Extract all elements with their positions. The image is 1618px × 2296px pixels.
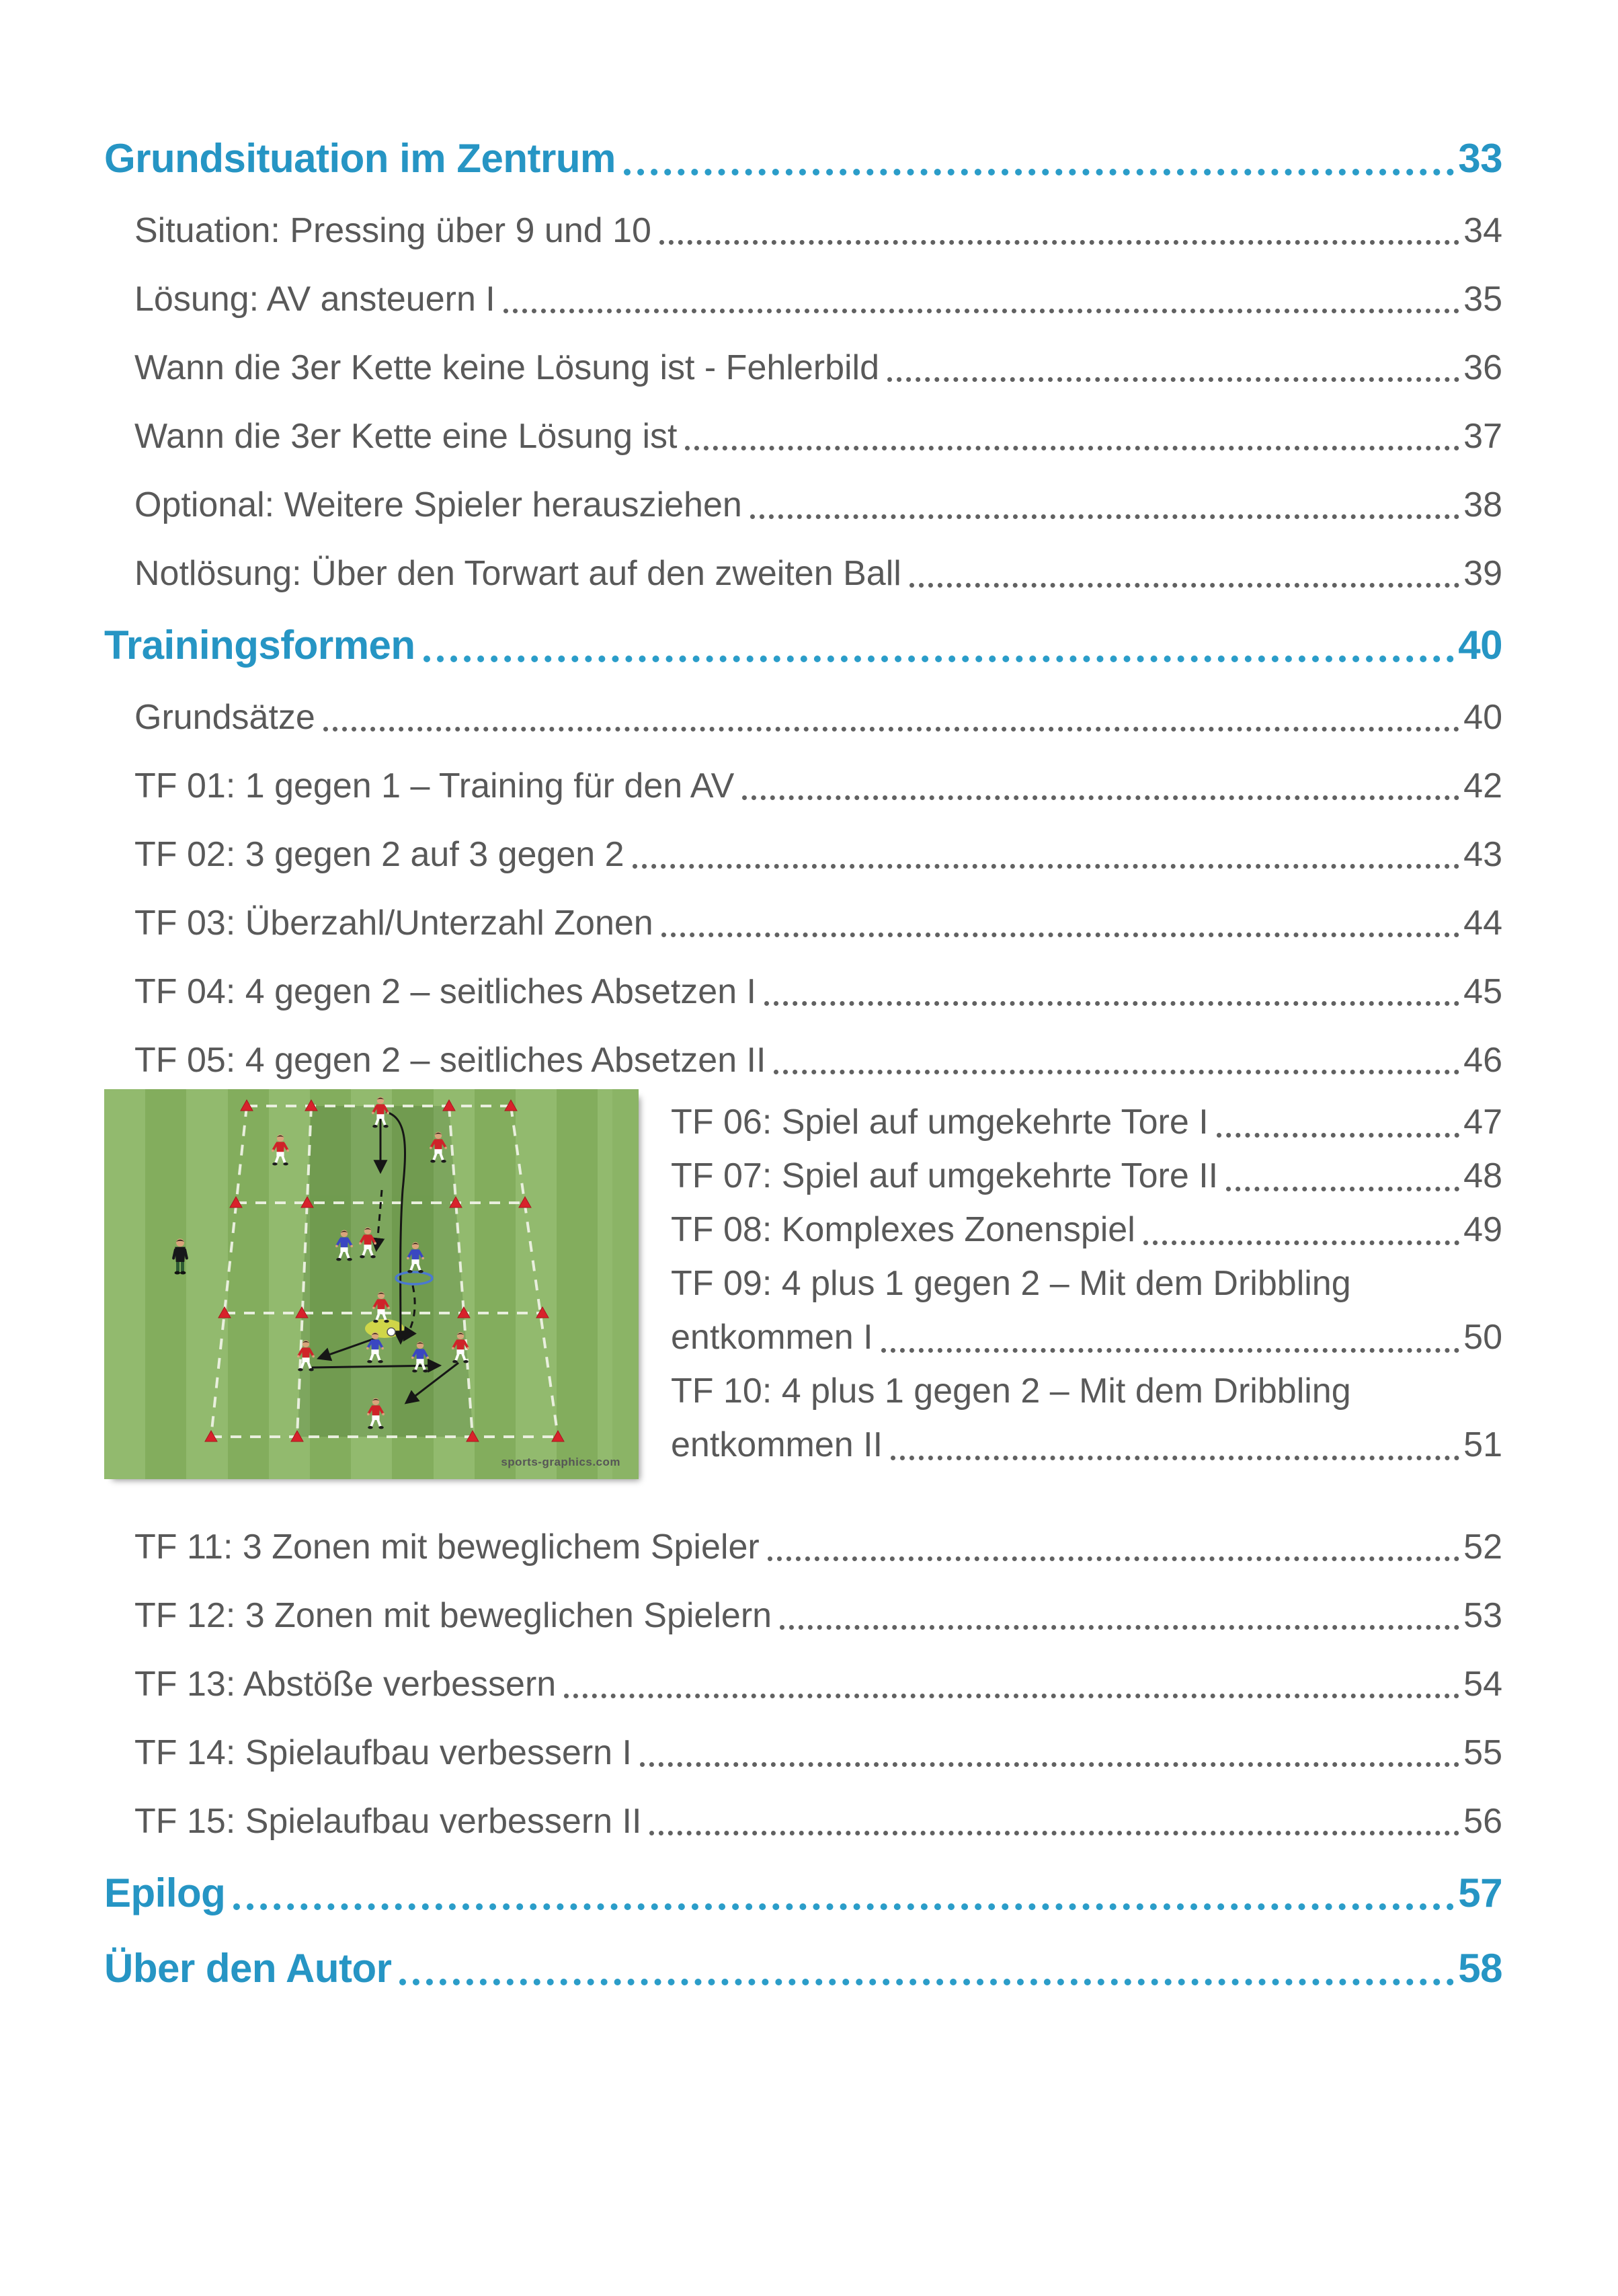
toc-entry[interactable] [134, 1595, 1502, 1636]
toc-heading-page: 40 [1458, 623, 1502, 668]
dot-leader [887, 377, 1459, 382]
toc-entry-page: 53 [1463, 1596, 1502, 1635]
toc-entry-page: 55 [1463, 1733, 1502, 1772]
dot-leader [909, 583, 1459, 588]
toc-entry[interactable] [134, 1800, 1502, 1842]
toc-entry[interactable] [134, 697, 1502, 738]
toc-entry[interactable] [134, 278, 1502, 320]
toc-entry-label-continued: entkommen II [671, 1425, 883, 1464]
toc-entry-label: TF 05: 4 gegen 2 – seitliches Absetzen II [134, 1041, 766, 1080]
toc-content [104, 0, 1502, 2020]
training-diagram-figure [104, 1089, 639, 1479]
toc-entry-page: 37 [1463, 417, 1502, 456]
toc-entry[interactable] [134, 484, 1502, 526]
toc-entry-page: 56 [1463, 1802, 1502, 1841]
toc-section-heading[interactable] [104, 134, 1502, 183]
toc-entry[interactable] [134, 1732, 1502, 1774]
toc-section-heading[interactable] [104, 1869, 1502, 1917]
toc-entry-page: 45 [1463, 972, 1502, 1011]
dot-leader [323, 727, 1459, 731]
toc-heading-label: Über den Autor [104, 1946, 392, 1991]
toc-entry-page: 48 [1463, 1156, 1502, 1195]
toc-entry-page: 35 [1463, 280, 1502, 319]
toc-entry-page: 51 [1463, 1425, 1502, 1464]
toc-heading-label: Grundsituation im Zentrum [104, 136, 616, 181]
dot-leader [764, 1001, 1459, 1006]
toc-entry-label: TF 12: 3 Zonen mit beweglichen Spielern [134, 1596, 772, 1635]
toc-entry-page: 46 [1463, 1041, 1502, 1080]
toc-entry-label: TF 09: 4 plus 1 gegen 2 – Mit dem Dribbling [671, 1264, 1351, 1303]
toc-entry-page: 52 [1463, 1528, 1502, 1567]
dot-leader [423, 656, 1455, 662]
dot-leader [780, 1625, 1459, 1630]
dot-leader [881, 1348, 1460, 1353]
toc-entry[interactable] [134, 1663, 1502, 1705]
toc-entry[interactable] [134, 553, 1502, 594]
toc-entry-label: Grundsätze [134, 698, 315, 737]
dot-leader [768, 1556, 1459, 1561]
toc-entry-label: Lösung: AV ansteuern I [134, 280, 495, 319]
dot-leader [1143, 1240, 1459, 1245]
toc-section-heading[interactable] [104, 1944, 1502, 1993]
dot-leader [640, 1762, 1459, 1767]
dot-leader [661, 933, 1459, 937]
dot-leader [649, 1831, 1459, 1835]
dot-leader [633, 864, 1460, 869]
toc-entry-label: Situation: Pressing über 9 und 10 [134, 211, 651, 250]
toc-entry-page: 43 [1463, 835, 1502, 874]
toc-entry-page: 42 [1463, 766, 1502, 805]
toc-entry[interactable] [134, 971, 1502, 1013]
dot-leader [233, 1903, 1454, 1910]
toc-entry[interactable] [134, 210, 1502, 251]
toc-entry-label: TF 01: 1 gegen 1 – Training für den AV [134, 766, 735, 805]
toc-heading-page: 33 [1458, 136, 1502, 181]
toc-heading-page: 58 [1458, 1946, 1502, 1991]
dot-leader [750, 514, 1459, 519]
toc-entry-label: TF 15: Spielaufbau verbessern II [134, 1802, 642, 1841]
dot-leader [399, 1979, 1454, 1985]
dot-leader [774, 1070, 1459, 1074]
toc-entry[interactable] [134, 347, 1502, 389]
toc-entry[interactable] [671, 1154, 1502, 1198]
toc-entry-label: TF 13: Abstöße verbessern [134, 1665, 557, 1704]
toc-entry-page: 40 [1463, 698, 1502, 737]
toc-entry[interactable] [134, 765, 1502, 807]
toc-entry[interactable] [671, 1369, 1502, 1467]
toc-entry-label: TF 08: Komplexes Zonenspiel [671, 1210, 1135, 1249]
dot-leader [1226, 1187, 1459, 1191]
figure-and-entries-row [104, 1089, 1502, 1479]
toc-entry-page: 38 [1463, 485, 1502, 524]
toc-entry-page: 36 [1463, 348, 1502, 387]
toc-entry-label: TF 10: 4 plus 1 gegen 2 – Mit dem Dribbling [671, 1372, 1351, 1411]
toc-entry-label: TF 06: Spiel auf umgekehrte Tore I [671, 1103, 1209, 1142]
toc-entry-label-continued: entkommen I [671, 1318, 873, 1357]
dot-leader [624, 169, 1454, 175]
toc-entry-page: 49 [1463, 1210, 1502, 1249]
toc-section-heading[interactable] [104, 621, 1502, 670]
dot-leader [742, 795, 1459, 800]
toc-entry-page: 39 [1463, 554, 1502, 593]
dot-leader [659, 240, 1459, 245]
toc-heading-label: Trainingsformen [104, 623, 415, 668]
toc-entry-page: 44 [1463, 904, 1502, 943]
figure-watermark: sports-graphics.com [501, 1456, 620, 1468]
toc-entry[interactable] [671, 1261, 1502, 1359]
toc-entry-page: 50 [1463, 1318, 1502, 1357]
dot-leader [503, 309, 1459, 313]
toc-heading-page: 57 [1458, 1870, 1502, 1915]
toc-entry-label: TF 04: 4 gegen 2 – seitliches Absetzen I [134, 972, 757, 1011]
toc-entry[interactable] [134, 415, 1502, 457]
toc-entry-label: Wann die 3er Kette keine Lösung ist - Fehlerbild [134, 348, 880, 387]
dot-leader [685, 446, 1459, 450]
shaded-zones [298, 1106, 473, 1437]
toc-entry-label: TF 03: Überzahl/Unterzahl Zonen [134, 904, 653, 943]
toc-entry-label: TF 02: 3 gegen 2 auf 3 gegen 2 [134, 835, 624, 874]
toc-entry-page: 47 [1463, 1103, 1502, 1142]
toc-entries-beside-figure [639, 1089, 1502, 1479]
toc-entry[interactable] [134, 1039, 1502, 1081]
dot-leader [1217, 1133, 1459, 1138]
toc-entry-label: TF 07: Spiel auf umgekehrte Tore II [671, 1156, 1219, 1195]
toc-entry[interactable] [134, 1526, 1502, 1568]
toc-entry-label: TF 11: 3 Zonen mit beweglichem Spieler [134, 1528, 760, 1567]
toc-heading-label: Epilog [104, 1870, 226, 1915]
toc-entry-label: Optional: Weitere Spieler herausziehen [134, 485, 742, 524]
toc-entry[interactable] [671, 1208, 1502, 1252]
toc-entry-label: TF 14: Spielaufbau verbessern I [134, 1733, 632, 1772]
toc-entry-page: 34 [1463, 211, 1502, 250]
toc-entry-label: Notlösung: Über den Torwart auf den zweiten Ball [134, 554, 901, 593]
toc-entry[interactable] [134, 902, 1502, 944]
toc-entry[interactable] [671, 1100, 1502, 1144]
toc-entry[interactable] [134, 834, 1502, 875]
dot-leader [564, 1694, 1459, 1698]
ball-icon [387, 1328, 395, 1336]
dot-leader [891, 1456, 1459, 1460]
toc-entry-label: Wann die 3er Kette eine Lösung ist [134, 417, 678, 456]
toc-entry-page: 54 [1463, 1665, 1502, 1704]
